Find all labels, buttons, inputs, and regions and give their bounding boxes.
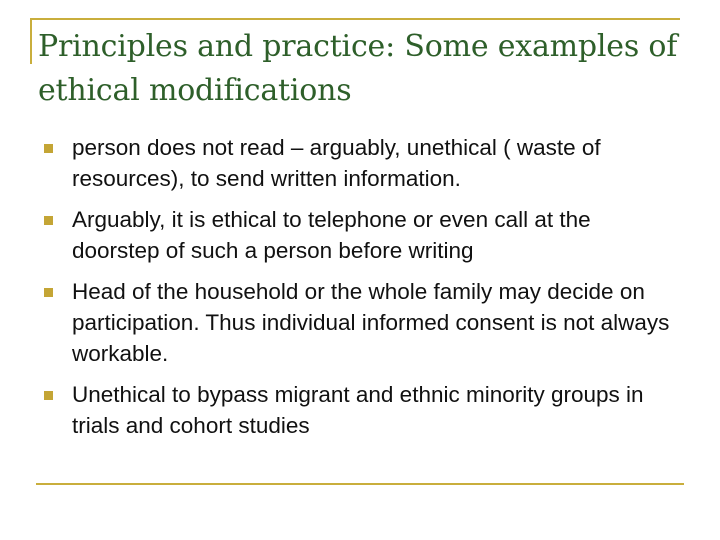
bullet-item <box>40 276 680 369</box>
title-corner-rule <box>30 18 32 64</box>
square-bullet-icon <box>44 288 53 297</box>
slide-title: Principles and practice: Some examples of ethical modifications <box>38 29 678 108</box>
square-bullet-icon <box>44 216 53 225</box>
bullet-item <box>40 132 680 194</box>
square-bullet-icon <box>44 144 53 153</box>
bullet-item <box>40 204 680 266</box>
square-bullet-icon <box>44 391 53 400</box>
footer-rule <box>36 483 684 485</box>
bullet-list <box>40 132 680 451</box>
bullet-text: Head of the household or the whole family may decide on participation. Thus individual informed consent is not always workable. <box>72 279 670 366</box>
bullet-text: Unethical to bypass migrant and ethnic minority groups in trials and cohort studies <box>72 382 644 438</box>
title-top-rule <box>30 18 680 20</box>
bullet-item <box>40 379 680 441</box>
bullet-text: Arguably, it is ethical to telephone or even call at the doorstep of such a person before writing <box>72 207 591 263</box>
bullet-text: person does not read – arguably, unethical ( waste of resources), to send written information. <box>72 135 601 191</box>
